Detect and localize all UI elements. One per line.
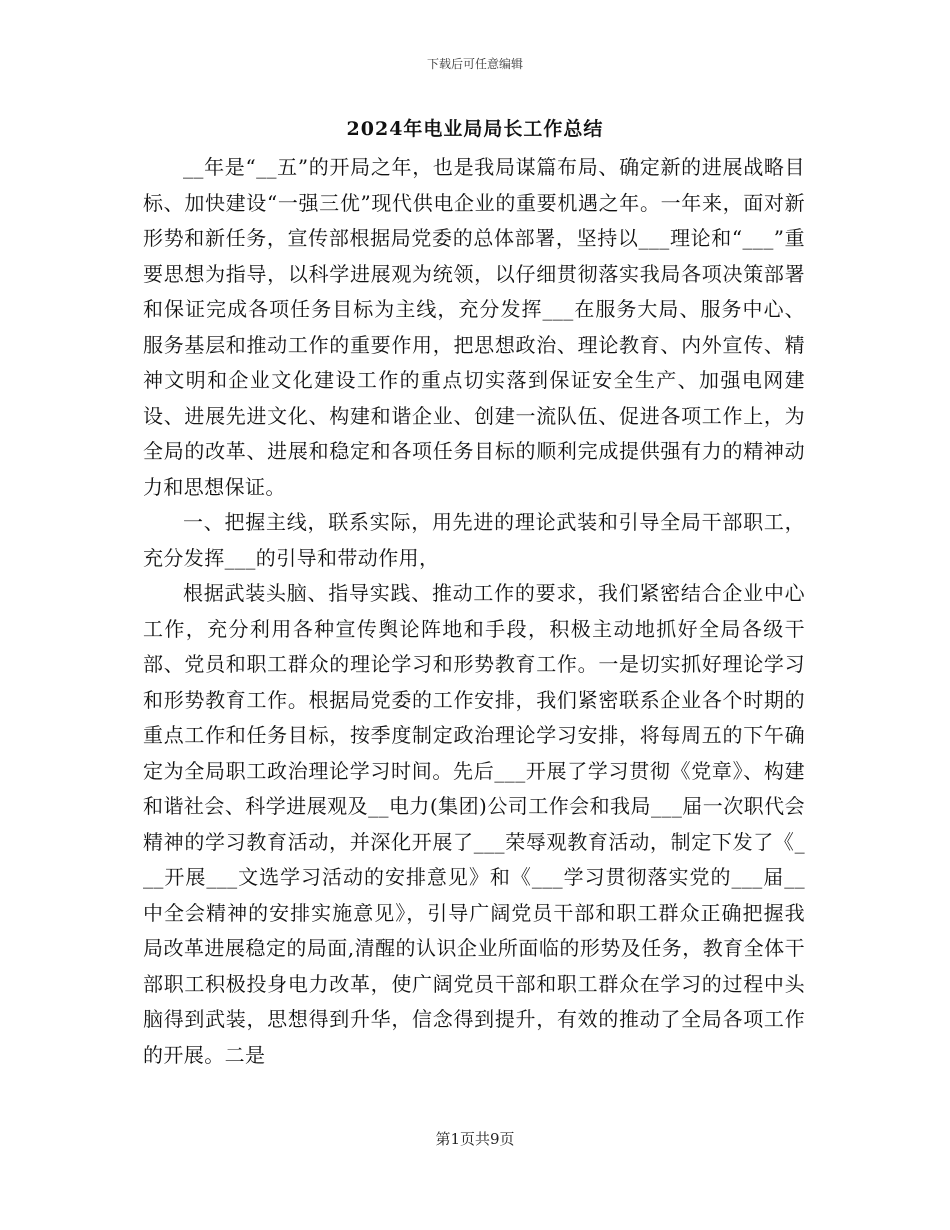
paragraph-section-body: 根据武装头脑、指导实践、推动工作的要求，我们紧密结合企业中心工作，充分利用各种宣传舆论阵地和手段，积极主动地抓好全局各级干部、党员和职工群众的理论学习和形势教育工作。一是切实抓好理论学习和形势教育工作。根据局党委的工作安排，我们紧密联系企业各个时期的重点工作和任务目标，按季度制定政治理论学习安排，将每周五的下午确定为全局职工政治理论学习时间。先后___开展了学习贯彻《党章》、构建和谐社会、科学进展观及__电力(集团)公司工作会和我局___届一次职代会精神的学习教育活动，并深化开展了___荣辱观教育活动，制定下发了《___开展___文选学习活动的安排意见》和《___学习贯彻落实党的___届__中全会精神的安排实施意见》，引导广阔党员干部和职工群众正确把握我局改革进展稳定的局面,清醒的认识企业所面临的形势及任务，教育全体干部职工积极投身电力改革，使广阔党员干部和职工群众在学习的过程中头脑得到武装，思想得到升华，信念得到提升，有效的推动了全局各项工作的开展。二是 bbox=[143, 581, 805, 1067]
document-title: 2024年电业局局长工作总结 bbox=[346, 118, 604, 140]
paragraph-intro: __年是“__五”的开局之年，也是我局谋篇布局、确定新的进展战略目标、加快建设“一强三优”现代供电企业的重要机遇之年。一年来，面对新形势和新任务，宣传部根据局党委的总体部署，坚持以___理论和“___”重要思想为指导，以科学进展观为统领，以仔细贯彻落实我局各项决策部署和保证完成各项任务目标为主线，充分发挥___在服务大局、服务中心、服务基层和推动工作的重要作用，把思想政治、理论教育、内外宣传、精神文明和企业文化建设工作的重点切实落到保证安全生产、加强电网建设、进展先进文化、构建和谐企业、创建一流队伍、促进各项工作上，为全局的改革、进展和稳定和各项任务目标的顺利完成提供强有力的精神动力和思想保证。 bbox=[143, 155, 805, 499]
page-indicator: 第1页共9页 bbox=[435, 1130, 515, 1148]
header-note: 下载后可任意编辑 bbox=[426, 57, 523, 71]
paragraph-section-heading: 一、把握主线，联系实际，用先进的理论武装和引导全局干部职工，充分发挥___的引导和带动作用， bbox=[143, 510, 805, 570]
document-body bbox=[143, 150, 805, 1073]
